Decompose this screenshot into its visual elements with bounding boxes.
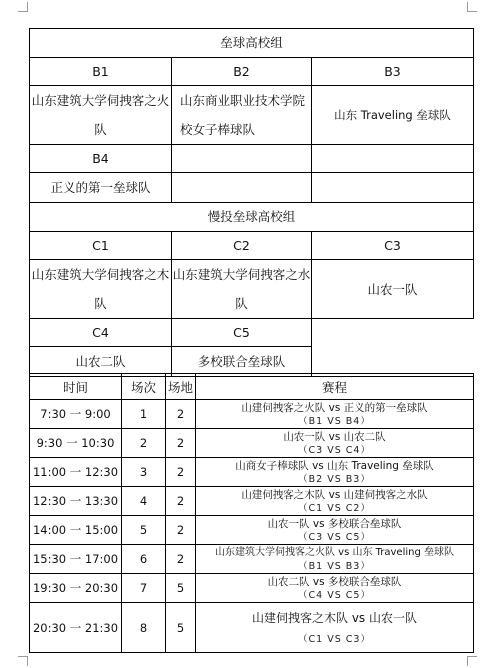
table-row <box>30 487 474 516</box>
row-field: 2 <box>166 487 196 516</box>
group1-code-b2: B2 <box>172 58 312 86</box>
fixture-teams: 山商女子棒球队 vs 山东 Traveling 垒球队 <box>235 459 434 472</box>
row-time: 15:30 一 17:00 <box>30 545 122 574</box>
fixture-teams: 山建伺拽客之木队 vs 山农一队 <box>252 610 417 625</box>
group2-title: 慢投垒球高校组 <box>30 203 474 232</box>
group1-team-b4: 正义的第一垒球队 <box>30 173 172 203</box>
row-fixture <box>196 487 474 516</box>
table-row <box>30 603 474 653</box>
row-fixture <box>196 400 474 429</box>
empty-cell <box>312 173 474 203</box>
group1-code-b3: B3 <box>312 58 474 86</box>
fixture-teams: 山农二队 vs 多校联合垒球队 <box>267 575 402 588</box>
fixture-codes: （B1 VS B4） <box>298 415 371 427</box>
row-field: 2 <box>166 400 196 429</box>
groups-table <box>29 28 474 377</box>
group1-code-b4: B4 <box>30 145 172 173</box>
empty-cell <box>172 173 312 203</box>
header-field: 场地 <box>166 374 196 400</box>
row-time: 12:30 一 13:30 <box>30 487 122 516</box>
row-fixture <box>196 516 474 545</box>
crop-mark-bottom-left <box>18 656 28 666</box>
row-time: 7:30 一 9:00 <box>30 400 122 429</box>
row-fixture <box>196 545 474 574</box>
row-number: 3 <box>122 458 166 487</box>
group1-team-b3: 山东 Traveling 垒球队 <box>312 86 474 145</box>
row-time: 20:30 一 21:30 <box>30 603 122 653</box>
fixture-teams: 山建伺拽客之火队 vs 正义的第一垒球队 <box>241 401 428 414</box>
fixture-teams: 山建伺拽客之木队 vs 山建伺拽客之水队 <box>241 488 428 501</box>
empty-cell <box>172 145 312 173</box>
row-fixture <box>196 429 474 458</box>
row-field: 2 <box>166 545 196 574</box>
row-number: 8 <box>122 603 166 653</box>
crop-mark-bottom-right <box>467 656 477 666</box>
table-row <box>30 458 474 487</box>
empty-cell <box>312 145 474 173</box>
crop-mark-top-left <box>18 2 28 12</box>
group1-team-b2: 山东商业职业技术学院校女子棒球队 <box>172 86 312 145</box>
crop-mark-top-right <box>467 2 477 12</box>
row-number: 1 <box>122 400 166 429</box>
row-number: 2 <box>122 429 166 458</box>
table-row <box>30 400 474 429</box>
row-time: 11:00 一 12:30 <box>30 458 122 487</box>
row-field: 2 <box>166 458 196 487</box>
table-row <box>30 574 474 603</box>
header-match-number: 场次 <box>122 374 166 400</box>
header-fixture: 赛程 <box>196 374 474 400</box>
group2-code-c2: C2 <box>172 232 312 260</box>
fixture-teams: 山农一队 vs 多校联合垒球队 <box>267 517 402 530</box>
empty-cell <box>312 319 474 347</box>
row-fixture <box>196 574 474 603</box>
group1-code-b1: B1 <box>30 58 172 86</box>
row-time: 19:30 一 20:30 <box>30 574 122 603</box>
group2-team-c5: 多校联合垒球队 <box>172 347 312 377</box>
fixture-codes: （C1 VS C3） <box>298 633 371 645</box>
row-field: 5 <box>166 574 196 603</box>
group2-team-c2: 山东建筑大学伺拽客之水队 <box>172 260 312 319</box>
row-field: 2 <box>166 516 196 545</box>
header-time: 时间 <box>30 374 122 400</box>
table-row <box>30 429 474 458</box>
row-time: 9:30 一 10:30 <box>30 429 122 458</box>
fixture-codes: （C4 VS C5） <box>298 589 371 601</box>
group2-code-c5: C5 <box>172 319 312 347</box>
group2-code-c1: C1 <box>30 232 172 260</box>
group2-team-c1: 山东建筑大学伺拽客之木队 <box>30 260 172 319</box>
row-time: 14:00 一 15:00 <box>30 516 122 545</box>
group1-team-b1: 山东建筑大学伺拽客之火队 <box>30 86 172 145</box>
fixture-codes: （C3 VS C4） <box>298 444 371 456</box>
row-fixture <box>196 458 474 487</box>
fixture-codes: （C1 VS C2） <box>298 502 371 514</box>
table-row <box>30 516 474 545</box>
fixture-codes: （B1 VS B3） <box>298 560 371 572</box>
group2-team-c3: 山农一队 <box>312 260 474 319</box>
fixture-teams: 山东建筑大学伺拽客之火队 vs 山东 Traveling 垒球队 <box>214 546 455 558</box>
empty-cell <box>312 347 474 377</box>
group2-code-c3: C3 <box>312 232 474 260</box>
row-number: 4 <box>122 487 166 516</box>
row-field: 5 <box>166 603 196 653</box>
fixture-codes: （B2 VS B3） <box>298 473 371 485</box>
group1-title: 垒球高校组 <box>30 29 474 58</box>
fixture-teams: 山农一队 vs 山农二队 <box>283 430 386 443</box>
row-number: 7 <box>122 574 166 603</box>
row-number: 5 <box>122 516 166 545</box>
fixture-codes: （C3 VS C5） <box>298 531 371 543</box>
table-row <box>30 545 474 574</box>
group2-code-c4: C4 <box>30 319 172 347</box>
schedule-table <box>29 373 474 653</box>
group2-team-c4: 山农二队 <box>30 347 172 377</box>
row-number: 6 <box>122 545 166 574</box>
row-fixture <box>196 603 474 653</box>
row-field: 2 <box>166 429 196 458</box>
